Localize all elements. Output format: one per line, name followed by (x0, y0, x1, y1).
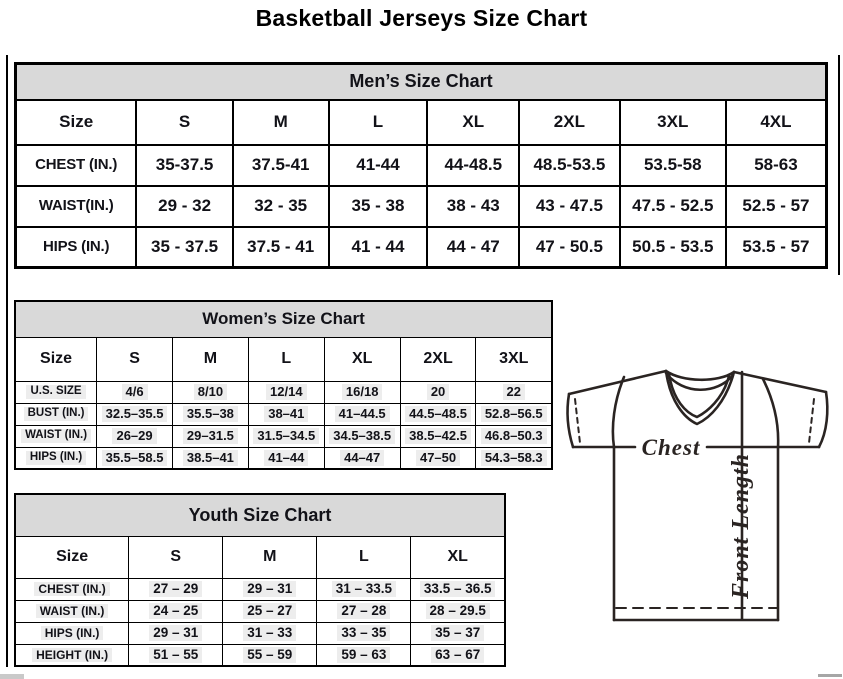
value-cell: 16/18 (324, 381, 400, 403)
measurement-row (15, 425, 552, 447)
row-label-cell: HIPS (IN.) (15, 622, 129, 644)
value-cell: 41–44.5 (324, 403, 400, 425)
value-cell: 51 – 55 (129, 644, 223, 666)
value-cell: 35.5–58.5 (97, 447, 173, 469)
value-cell: 53.5 - 57 (726, 227, 827, 268)
row-label-cell: CHEST (IN.) (15, 578, 129, 600)
value-cell: 29 – 31 (223, 578, 317, 600)
value-cell: 50.5 - 53.5 (620, 227, 726, 268)
value-cell: 54.3–58.3 (476, 447, 552, 469)
size-header-cell: 3XL (476, 337, 552, 381)
left-armhole-seam (613, 377, 624, 447)
page-frame-right-border (838, 55, 840, 275)
size-header-cell: XL (411, 536, 505, 578)
size-header-row (15, 536, 505, 578)
mens-size-chart-table (14, 62, 828, 269)
scrollbar-fragment-left (0, 674, 24, 679)
size-header-cell: M (233, 100, 329, 145)
value-cell: 41–44 (248, 447, 324, 469)
size-header-cell: 2XL (400, 337, 476, 381)
value-cell: 47 - 50.5 (519, 227, 620, 268)
front-length-label: Front Length (728, 452, 754, 600)
size-header-cell: Size (15, 536, 129, 578)
jersey-measurement-diagram (556, 358, 836, 628)
size-header-cell: L (317, 536, 411, 578)
value-cell: 55 – 59 (223, 644, 317, 666)
scrollbar-fragment-right (818, 674, 842, 677)
section-title: Youth Size Chart (15, 494, 505, 536)
size-header-cell: XL (324, 337, 400, 381)
size-header-cell: Size (16, 100, 137, 145)
value-cell: 63 – 67 (411, 644, 505, 666)
value-cell: 47.5 - 52.5 (620, 186, 726, 227)
value-cell: 38 - 43 (427, 186, 519, 227)
measurement-row (16, 145, 827, 186)
size-header-cell: XL (427, 100, 519, 145)
value-cell: 58-63 (726, 145, 827, 186)
page-title: Basketball Jerseys Size Chart (255, 5, 588, 31)
value-cell: 29 – 31 (129, 622, 223, 644)
value-cell: 47–50 (400, 447, 476, 469)
value-cell: 43 - 47.5 (519, 186, 620, 227)
size-header-cell: L (248, 337, 324, 381)
size-header-row (15, 337, 552, 381)
value-cell: 52.5 - 57 (726, 186, 827, 227)
measurement-row (15, 578, 505, 600)
value-cell: 33.5 – 36.5 (411, 578, 505, 600)
value-cell: 35.5–38 (172, 403, 248, 425)
value-cell: 4/6 (97, 381, 173, 403)
section-title-row (15, 301, 552, 337)
value-cell: 27 – 29 (129, 578, 223, 600)
size-header-cell: M (223, 536, 317, 578)
value-cell: 53.5-58 (620, 145, 726, 186)
value-cell: 20 (400, 381, 476, 403)
row-label-cell: HEIGHT (IN.) (15, 644, 129, 666)
size-header-cell: S (129, 536, 223, 578)
size-header-cell: L (329, 100, 428, 145)
size-header-cell: M (172, 337, 248, 381)
collar-arc-outer (666, 371, 734, 380)
value-cell: 44-48.5 (427, 145, 519, 186)
value-cell: 59 – 63 (317, 644, 411, 666)
womens-size-chart-table (14, 300, 553, 470)
value-cell: 26–29 (97, 425, 173, 447)
section-title-row (15, 494, 505, 536)
measurement-row (15, 403, 552, 425)
measurement-row (15, 447, 552, 469)
value-cell: 29–31.5 (172, 425, 248, 447)
jersey-right-shoulder (734, 372, 826, 392)
right-cuff-stitch-dashes (809, 399, 814, 443)
measurement-row (16, 186, 827, 227)
value-cell: 44–47 (324, 447, 400, 469)
value-cell: 38–41 (248, 403, 324, 425)
row-label-cell: BUST (IN.) (15, 403, 97, 425)
youth-size-chart-table (14, 493, 506, 667)
value-cell: 35 - 38 (329, 186, 428, 227)
section-title-row (16, 64, 827, 100)
size-header-cell: Size (15, 337, 97, 381)
value-cell: 44.5–48.5 (400, 403, 476, 425)
left-cuff-stitch-dashes (575, 399, 580, 443)
value-cell: 28 – 29.5 (411, 600, 505, 622)
value-cell: 48.5-53.5 (519, 145, 620, 186)
value-cell: 31 – 33 (223, 622, 317, 644)
value-cell: 35 - 37.5 (136, 227, 233, 268)
size-header-cell: 3XL (620, 100, 726, 145)
value-cell: 33 – 35 (317, 622, 411, 644)
value-cell: 38.5–41 (172, 447, 248, 469)
value-cell: 37.5-41 (233, 145, 329, 186)
value-cell: 27 – 28 (317, 600, 411, 622)
jersey-right-sleeve-edge (819, 392, 827, 447)
row-label-cell: HIPS (IN.) (15, 447, 97, 469)
section-title: Men’s Size Chart (16, 64, 827, 100)
size-header-row (16, 100, 827, 145)
value-cell: 32.5–35.5 (97, 403, 173, 425)
value-cell: 8/10 (172, 381, 248, 403)
value-cell: 44 - 47 (427, 227, 519, 268)
value-cell: 41 - 44 (329, 227, 428, 268)
measurement-row (15, 622, 505, 644)
value-cell: 24 – 25 (129, 600, 223, 622)
size-header-cell: S (136, 100, 233, 145)
row-label-cell: HIPS (IN.) (16, 227, 137, 268)
page-frame-left-border (6, 55, 8, 667)
value-cell: 31.5–34.5 (248, 425, 324, 447)
value-cell: 38.5–42.5 (400, 425, 476, 447)
row-label-cell: WAIST (IN.) (15, 600, 129, 622)
value-cell: 37.5 - 41 (233, 227, 329, 268)
value-cell: 52.8–56.5 (476, 403, 552, 425)
row-label-cell: WAIST(IN.) (16, 186, 137, 227)
row-label-cell: U.S. SIZE (15, 381, 97, 403)
value-cell: 22 (476, 381, 552, 403)
value-cell: 12/14 (248, 381, 324, 403)
value-cell: 31 – 33.5 (317, 578, 411, 600)
right-armhole-seam (763, 379, 778, 447)
chest-label: Chest (641, 435, 701, 460)
measurement-row (15, 381, 552, 403)
value-cell: 35-37.5 (136, 145, 233, 186)
value-cell: 29 - 32 (136, 186, 233, 227)
value-cell: 46.8–50.3 (476, 425, 552, 447)
jersey-left-sleeve-edge (568, 394, 573, 447)
jersey-left-shoulder (569, 371, 666, 394)
value-cell: 41-44 (329, 145, 428, 186)
value-cell: 32 - 35 (233, 186, 329, 227)
section-title: Women’s Size Chart (15, 301, 552, 337)
measurement-row (16, 227, 827, 268)
value-cell: 35 – 37 (411, 622, 505, 644)
value-cell: 25 – 27 (223, 600, 317, 622)
value-cell: 34.5–38.5 (324, 425, 400, 447)
row-label-cell: CHEST (IN.) (16, 145, 137, 186)
measurement-row (15, 644, 505, 666)
row-label-cell: WAIST (IN.) (15, 425, 97, 447)
measurement-row (15, 600, 505, 622)
size-header-cell: S (97, 337, 173, 381)
size-header-cell: 4XL (726, 100, 827, 145)
size-header-cell: 2XL (519, 100, 620, 145)
